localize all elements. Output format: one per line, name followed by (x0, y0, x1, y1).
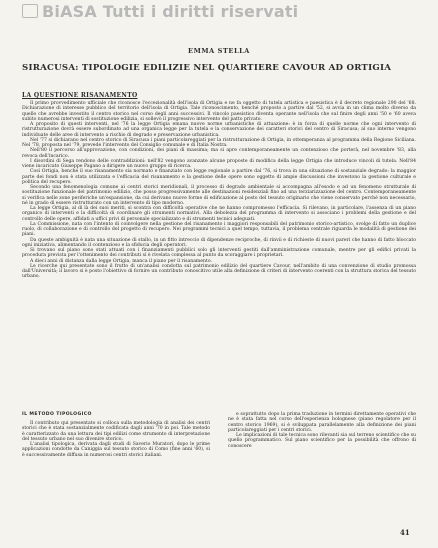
paragraph: A proposito di questi interventi, nel '76 la legge Ortigia emana nuove norme urbanistiche di attuazione: è in forza di quelle norme che ogni intervento di ristrutturazione dovrà essere subordinato ad una organica legge per la tutela e la conservazione dei caratteri storici del centro di Siracusa; al suo interno vengono individuate delle aree di intervento a rischio di degrado e preservazione urbanistica. (22, 122, 416, 138)
library-logo-icon (22, 4, 38, 18)
right-column (228, 412, 416, 449)
watermark (22, 2, 298, 21)
author-name: EMMA STELLA (188, 47, 250, 55)
paragraph: I disordini di Sega rendono delle contraddizioni: nell'82 vengono avanzate alcune proposte di modifica della legge Ortigia che introduce vincoli di tutela. Nell'84 viene incaricato Giuseppe Pagano a dirigere un nuovo gruppo di ricerca. (22, 158, 416, 169)
paragraph: e soprattutto dopo la prima traduzione in termini direttamente operativi che ne è stata fatta nel corso dell'esperienza bolognese (piano regolatore per il centro storico 1969), si è sviluppata parallelamente alla definizione dei piani particolareggiati per i centri storici. (228, 412, 416, 433)
paragraph: Così Ortigia, benché il suo risanamento sia normato e finanziato con legge regionale a partire dal '76, si trova in una situazione di sostanziale degrado: la maggior parte dei fondi non è stata utilizzata e l'efficacia del risanamento e la gestione delle opere sono oggetto di ampie discussioni che investono la gestione culturale e politica del recupero. (22, 169, 416, 185)
left-column (22, 412, 210, 458)
paragraph: Si trovano sul piano sono stati attuati con i finanziamenti pubblici solo gli interventi gestiti dall'amministrazione comunale, mentre per gli edifici privati la procedura prevista per l'ottenimento dei contributi si è rivelata complessa al punto da scoraggiare i proprietari. (22, 248, 416, 259)
paragraph: Le ricerche qui presentate sono il frutto di un'analisi condotta sul patrimonio edilizio del quartiere Cavour, nell'ambito di una convenzione di studio promossa dall'Università; il lavoro si è posto l'obiettivo di fornire un contributo conoscitivo utile alla definizione di criteri di intervento coerenti con la struttura storica del tessuto urbano. (22, 263, 416, 280)
paragraph: Nell'80 il percorso all'approvazione, con condizioni, dei piani di massima; ma si apre contemporaneamente un contenzioso che porterà, nel novembre '83, alla revoca dell'incarico. (22, 148, 416, 159)
page-number: 41 (400, 528, 410, 537)
paragraph: Da queste ambiguità è nata una situazione di stallo, in un fitto intreccio di dipendenze reciproche, di rinvii e di richieste di nuovi pareri che hanno di fatto bloccato ogni iniziativa, alimentando il contenzioso e la sfiducia degli operatori. (22, 237, 416, 248)
watermark-text: BiASA Tutti i diritti riservati (42, 2, 299, 21)
paragraph: Il primo provvedimento ufficiale che riconosce l'eccezionalità dell'isola di Ortigia e ne fa oggetto di tutela artistica e paesistica è il decreto regionale 290 del '68. Dichiarazione di interesse pubblico del territorio dell'isola di Ortigia. Tale riconoscimento, benché proposto a partire dal '52, si avvia in un clima molto diverso da quello che avrebbe investito il centro storico nel corso degli anni successivi. Il vincolo paesistico diventa operante nell'isola che sul finire degli anni '50 e '60 aveva subito numerosi interventi di sostituzione edilizia, si sollevò il progressivo intervento del patto privato. (22, 101, 416, 122)
intro-body (22, 101, 416, 280)
paragraph: La Commissione, nata con l'intento di coinvolgere nella gestione del risanamento i maggiori responsabili del patrimonio storico-artistico, svolge di fatto un duplice ruolo, di collaborazione e di controllo del progetto di recupero. Nei programmi tecnici a quel tempo, tuttavia, il problema centrale riguarda le modalità di gestione dei piani. (22, 221, 416, 238)
paragraph: Il contributo qui presentato si colloca sulla metodologia di analisi dei centri storici che è stata sostanzialmente codificata dagli anni '70 in poi. Tale metodo è caratterizzato da una lettura dei tipi edilizi come strumento di interpretazione del tessuto urbano nel suo divenire storico. (22, 421, 210, 442)
paragraph: Nel '77 si dichiarano nel centro storico di Siracusa i piani particolareggiati per la ristrutturazione di Ortigia, in ottemperanza al programma della Regione Siciliana. Nel '78, proposta nel '79, prevede l'intervento del Consiglio comunale e di Italia Nostra. (22, 137, 416, 148)
article-title: SIRACUSA: TIPOLOGIE EDILIZIE NEL QUARTIERE CAVOUR AD ORTIGIA (22, 63, 392, 73)
section-heading-risanamento: LA QUESTIONE RISANAMENTO (22, 92, 138, 99)
section-heading-metodo: IL METODO TIPOLOGICO (22, 412, 92, 417)
paragraph: La legge Ortigia, al di là dei suoi meriti, si scontra con difficoltà operative che ne hanno compromesso l'efficacia. Si rilevano, in particolare, l'assenza di un piano organico di interventi e la difficoltà di coordinare gli strumenti normativi. Alla debolezza del programma di intervento si associano i problemi della gestione e del controllo delle opere, affidati a uffici privi di personale specializzato e di strumenti tecnici adeguati. (22, 206, 416, 222)
paragraph: A dieci anni di distanza dalla legge Ortigia, manca il piano per il risanamento. (30, 258, 212, 264)
paragraph: Le implicazioni di tale tecnica sono rilevanti sia sul terreno scientifico che su quello programmatico. Sul piano scientifico per la possibilità che offrono di conoscere (228, 433, 416, 449)
paragraph: L'analisi tipologica, derivata dagli studi di Saverio Muratori, dopo le prime applicazioni condotte da Caniggia sul tessuto storico di Como (fine anni '60), si è successivamente diffusa in numerosi centri storici italiani. (22, 442, 210, 458)
paragraph: Secondo una fenomenologia comune ai centri storici meridionali, il processo di degrado ambientale si accompagna all'esodo e ad un fenomeno strutturale di sostituzione funzionale del patrimonio edilizio, che posso progressivamente alle destinazioni residenziali fino ad una terziarizzazione del centro. Contemporaneamente si verifica nelle zone periferiche un'espansione, da cui derivano nuove forme di edificazione al posto del tessuto originario che viene conservato perché non necessario, né in grado di essere ristrutturato con un intervento di tipo moderno. (22, 185, 416, 206)
